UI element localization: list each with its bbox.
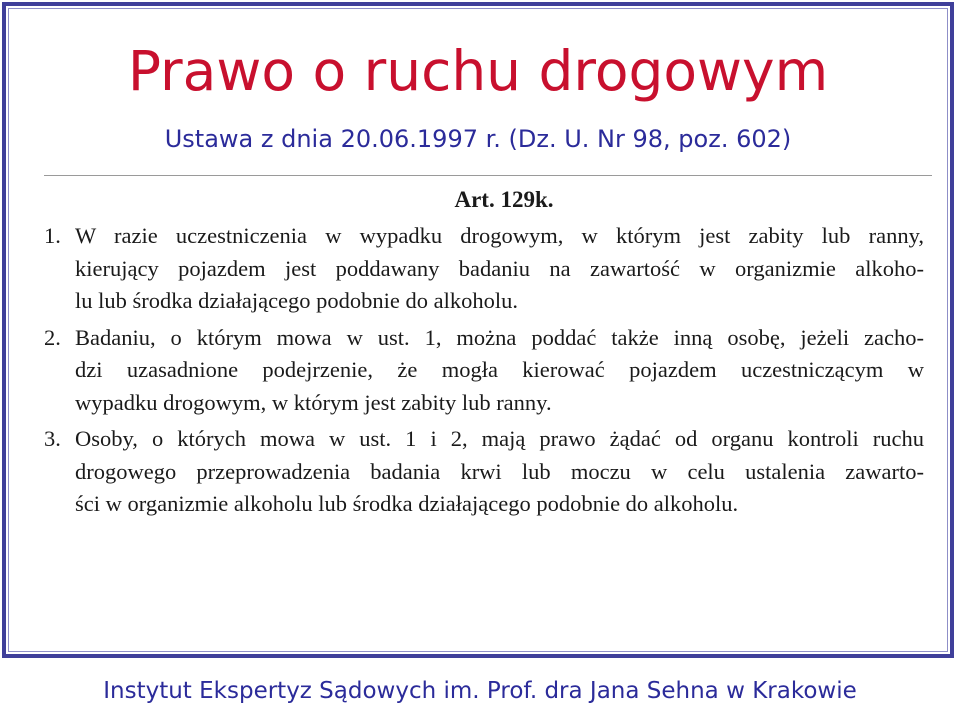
slide-subtitle: Ustawa z dnia 20.06.1997 r. (Dz. U. Nr 98, poz. 602)	[164, 125, 792, 153]
paragraph-line: Osoby, o których mowa w ust. 1 i 2, mają prawo żądać od organu kontroli ruchu	[75, 426, 924, 451]
paragraph-line: ści w organizmie alkoholu lub środka działającego podobnie do alkoholu.	[75, 491, 739, 516]
paragraph-line: Badaniu, o którym mowa w ust. 1, można poddać także inną osobę, jeżeli zacho-	[75, 324, 924, 350]
slide-frame	[2, 2, 954, 658]
paragraph-line: W razie uczestniczenia w wypadku drogowym, w którym jest zabity lub ranny,	[75, 223, 924, 248]
slide-title: Prawo o ruchu drogowym	[127, 39, 829, 103]
law-excerpt	[44, 184, 924, 521]
law-paragraph-1	[44, 220, 924, 318]
law-paragraph-3	[44, 423, 924, 521]
paragraph-number: 1.	[44, 223, 61, 248]
divider-line	[44, 175, 932, 176]
article-heading: Art. 129k.	[454, 187, 554, 212]
law-paragraph-2	[44, 322, 924, 420]
slide-footer: Instytut Ekspertyz Sądowych im. Prof. dra Jana Sehna w Krakowie	[103, 678, 857, 704]
paragraph-line: dzi uzasadnione podejrzenie, że mogła kierować pojazdem uczestniczącym w	[75, 357, 924, 382]
paragraph-line: drogowego przeprowadzenia badania krwi lub moczu w celu ustalenia zawarto-	[75, 458, 924, 484]
paragraph-line: lu lub środka działającego podobnie do alkoholu.	[75, 288, 519, 313]
paragraph-line: wypadku drogowym, w którym jest zabity lub ranny.	[75, 389, 552, 415]
paragraph-number: 2.	[44, 324, 61, 350]
paragraph-number: 3.	[44, 426, 61, 451]
paragraph-line: kierujący pojazdem jest poddawany badaniu na zawartość w organizmie alkoho-	[75, 255, 924, 281]
